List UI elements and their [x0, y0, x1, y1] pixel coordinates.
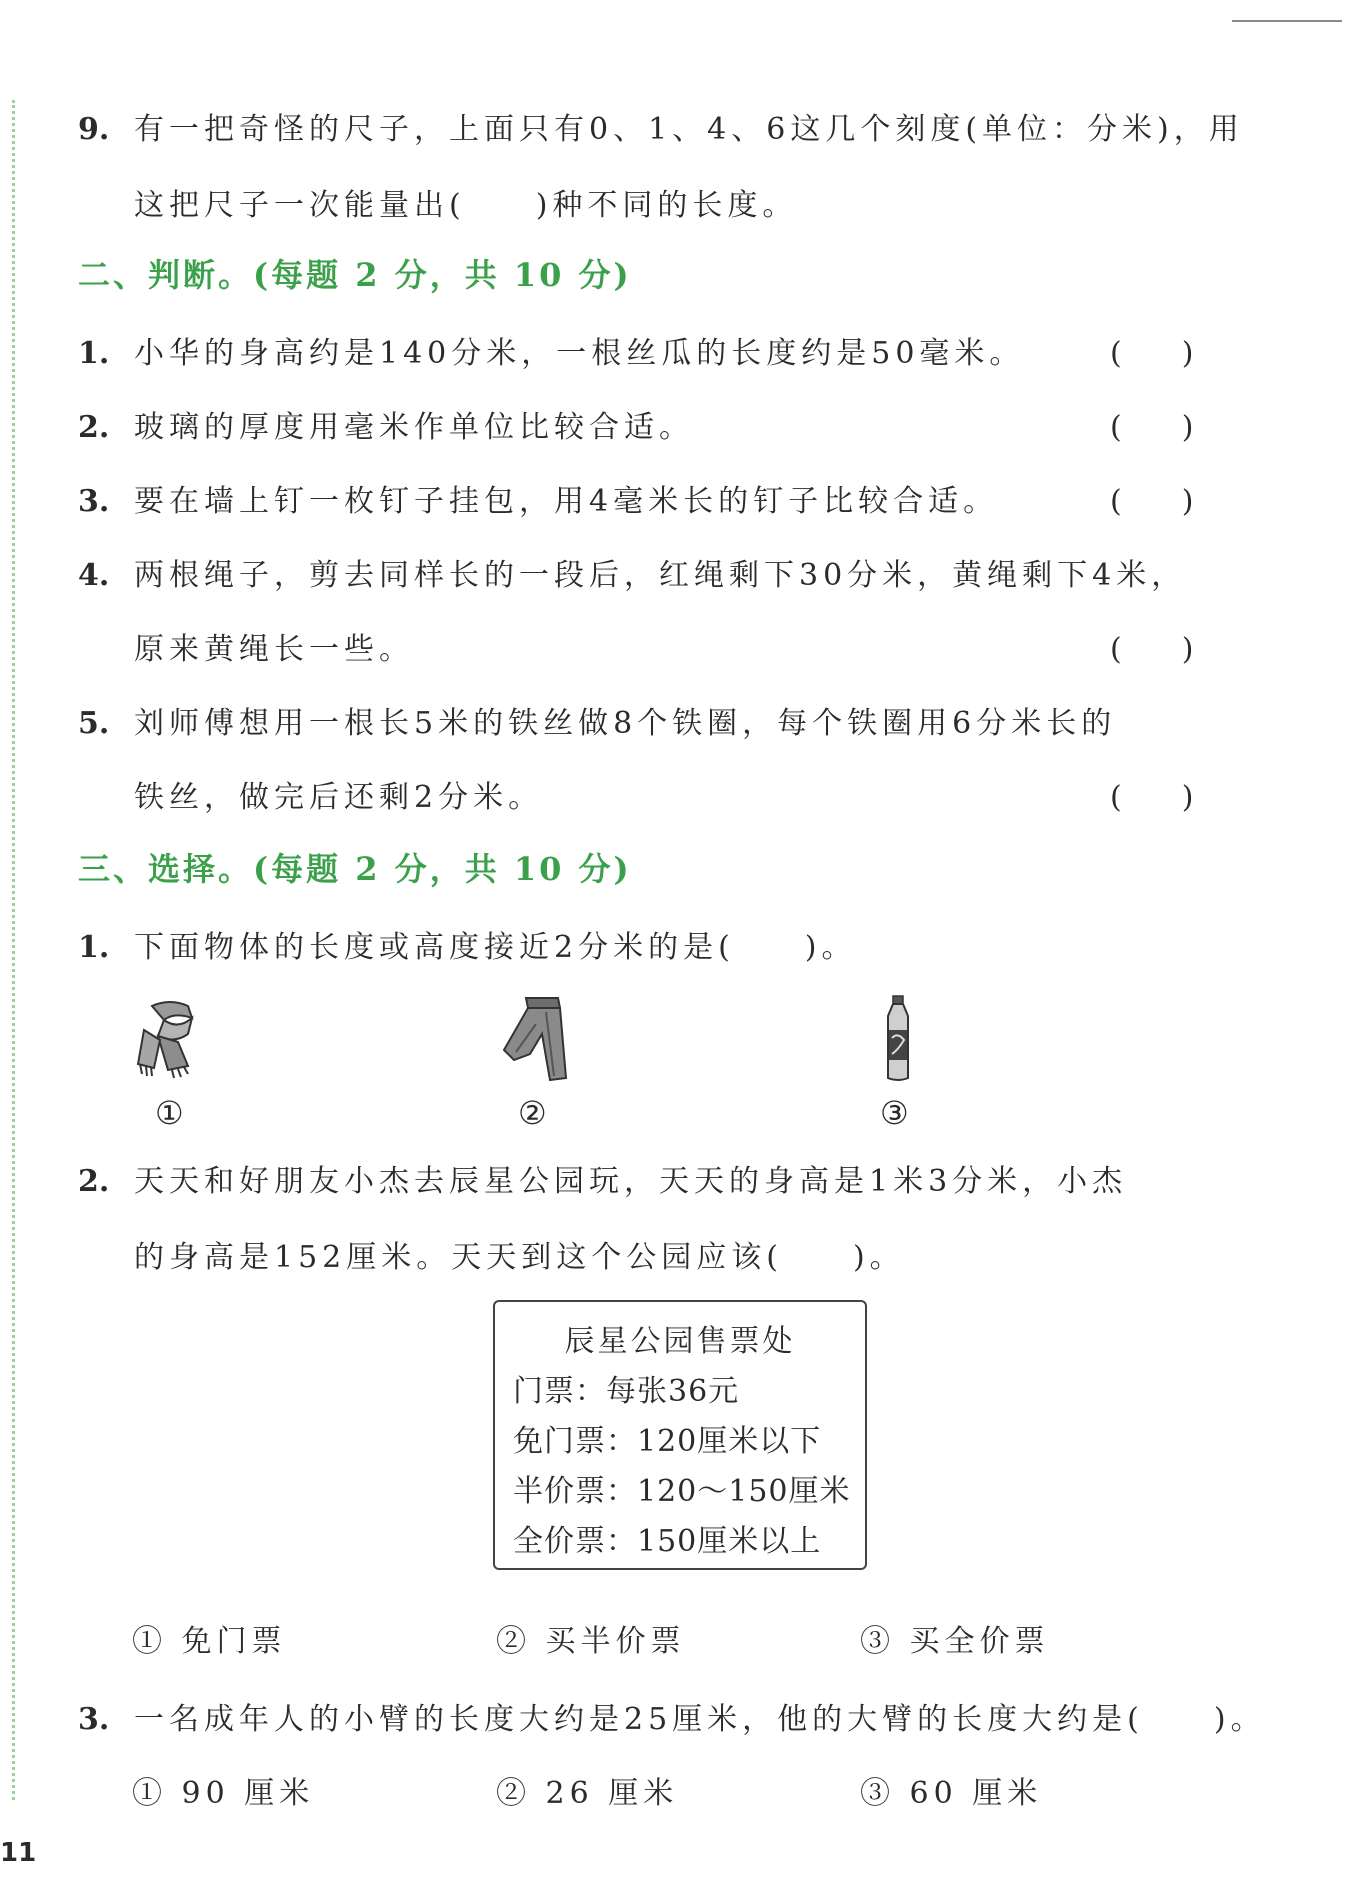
choice-q1-option-2[interactable]: ② — [518, 1094, 547, 1132]
judge-item-3 — [78, 476, 998, 520]
choice-q2-line2: 的身高是152厘米。天天到这个公园应该( )。 — [134, 1240, 905, 1275]
choice-q2-line1 — [78, 1156, 1127, 1200]
choice-q3 — [78, 1694, 1266, 1738]
bottle-icon — [882, 994, 914, 1084]
choice-q3-num: 3. — [78, 1702, 110, 1737]
judge-item-4-text: 两根绳子，剪去同样长的一段后，红绳剩下30分米，黄绳剩下4米， — [134, 558, 1187, 593]
top-rule — [1232, 20, 1342, 22]
choice-q3-text: 一名成年人的小臂的长度大约是25厘米，他的大臂的长度大约是( )。 — [134, 1702, 1266, 1737]
scarf-icon — [134, 1000, 206, 1082]
choice-q1-option-3[interactable]: ③ — [880, 1094, 909, 1132]
judge-item-2 — [78, 402, 694, 446]
judge-item-3-answer[interactable]: ( ) — [1110, 484, 1194, 519]
choice-q2-option-3[interactable]: ③ 买全价票 — [860, 1624, 1050, 1659]
margin-line — [12, 100, 15, 1800]
judge-item-3-num: 3. — [78, 484, 110, 519]
judge-item-3-text: 要在墙上钉一枚钉子挂包，用4毫米长的钉子比较合适。 — [134, 484, 999, 519]
section2-title: 二、判断。(每题 2 分，共 10 分) — [78, 256, 632, 294]
page-number: 11 — [0, 1838, 37, 1868]
section3-title: 三、选择。(每题 2 分，共 10 分) — [78, 850, 632, 888]
judge-item-4 — [78, 550, 1186, 594]
choice-q1-option-1[interactable]: ① — [155, 1094, 184, 1132]
judge-item-5-num: 5. — [78, 706, 110, 741]
choice-q2-text1: 天天和好朋友小杰去辰星公园玩，天天的身高是1米3分米，小杰 — [134, 1164, 1128, 1199]
ticket-notice-box — [493, 1300, 867, 1570]
judge-item-2-num: 2. — [78, 410, 110, 445]
judge-item-4-num: 4. — [78, 558, 110, 593]
judge-item-5-text: 刘师傅想用一根长5米的铁丝做8个铁圈，每个铁圈用6分米长的 — [134, 706, 1117, 741]
q9-line1 — [78, 104, 1244, 148]
ticket-line-3: 半价票：120～150厘米 — [513, 1474, 851, 1509]
choice-q1-text: 下面物体的长度或高度接近2分米的是( )。 — [134, 930, 857, 965]
choice-q2-option-1[interactable]: ① 免门票 — [132, 1624, 287, 1659]
choice-q1 — [78, 922, 857, 966]
choice-q1-num: 1. — [78, 930, 110, 965]
choice-q2-option-2[interactable]: ② 买半价票 — [496, 1624, 686, 1659]
ticket-notice-title: 辰星公园售票处 — [564, 1324, 796, 1359]
pants-icon — [500, 994, 570, 1084]
judge-item-5 — [78, 698, 1116, 742]
judge-item-1 — [78, 328, 1024, 372]
judge-item-1-num: 1. — [78, 336, 110, 371]
ticket-line-4: 全价票：150厘米以上 — [513, 1524, 822, 1559]
judge-item-1-text: 小华的身高约是140分米，一根丝瓜的长度约是50毫米。 — [134, 336, 1025, 371]
ticket-line-1: 门票：每张36元 — [513, 1374, 740, 1409]
judge-item-5-text2: 铁丝，做完后还剩2分米。 — [134, 780, 544, 815]
judge-item-4-text2: 原来黄绳长一些。 — [134, 632, 414, 667]
judge-item-2-text: 玻璃的厚度用毫米作单位比较合适。 — [134, 410, 694, 445]
judge-item-4-answer[interactable]: ( ) — [1110, 632, 1194, 667]
judge-item-5-answer[interactable]: ( ) — [1110, 780, 1194, 815]
q9-text1: 有一把奇怪的尺子，上面只有0、1、4、6这几个刻度(单位：分米)，用 — [134, 112, 1244, 147]
q9-line2: 这把尺子一次能量出( )种不同的长度。 — [134, 188, 798, 223]
choice-q3-option-1[interactable]: ① 90 厘米 — [132, 1776, 315, 1811]
q9-number: 9. — [78, 112, 110, 147]
choice-q3-option-3[interactable]: ③ 60 厘米 — [860, 1776, 1043, 1811]
judge-item-2-answer[interactable]: ( ) — [1110, 410, 1194, 445]
choice-q2-num: 2. — [78, 1164, 110, 1199]
judge-item-1-answer[interactable]: ( ) — [1110, 336, 1194, 371]
ticket-line-2: 免门票：120厘米以下 — [513, 1424, 822, 1459]
choice-q3-option-2[interactable]: ② 26 厘米 — [496, 1776, 679, 1811]
